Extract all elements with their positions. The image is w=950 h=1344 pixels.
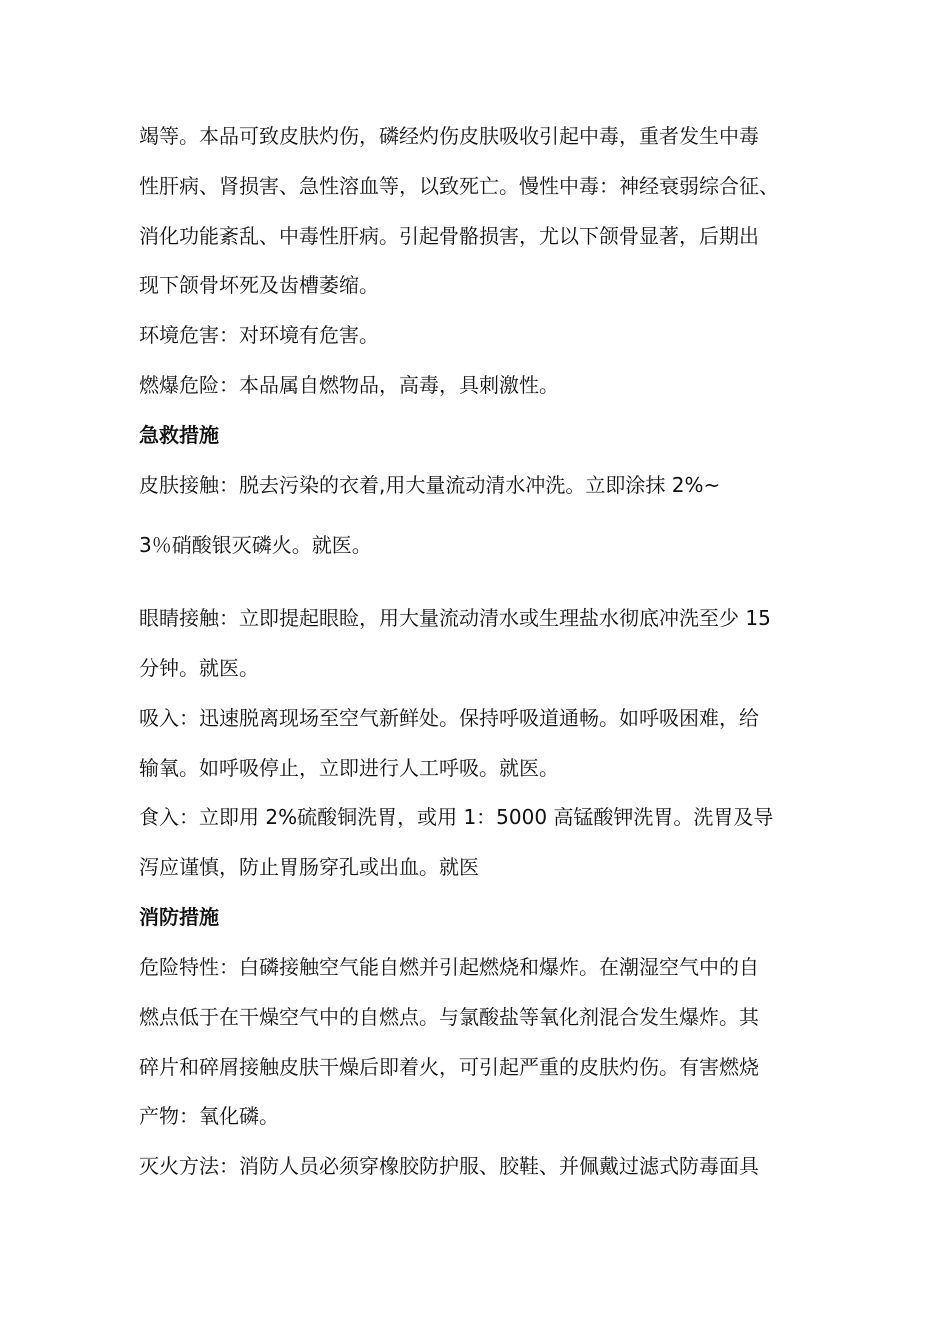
paragraph-line: 竭等。本品可致皮肤灼伤，磷经灼伤皮肤吸收引起中毒，重者发生中毒 <box>139 124 759 148</box>
hazard-characteristics-line: 碎片和碎屑接触皮肤干燥后即着火，可引起严重的皮肤灼伤。有害燃烧 <box>139 1055 759 1079</box>
environment-hazard-line: 环境危害：对环境有危害。 <box>139 323 379 347</box>
eye-contact-line: 分钟。就医。 <box>139 656 259 680</box>
ingestion-line: 食入：立即用 2%硫酸铜洗胃，或用 1：5000 高锰酸钾洗胃。洗胃及导 <box>139 805 774 829</box>
inhalation-line: 吸入：迅速脱离现场至空气新鲜处。保持呼吸道通畅。如呼吸困难，给 <box>139 706 759 730</box>
skin-contact-line: 3％硝酸银灭磷火。就医。 <box>139 533 372 557</box>
hazard-characteristics-line: 产物：氧化磷。 <box>139 1104 279 1128</box>
paragraph-line: 现下颌骨坏死及齿槽萎缩。 <box>139 273 379 297</box>
hazard-characteristics-line: 危险特性：白磷接触空气能自燃并引起燃烧和爆炸。在潮湿空气中的自 <box>139 955 759 979</box>
fire-explosion-hazard-line: 燃爆危险：本品属自燃物品，高毒，具刺激性。 <box>139 373 559 397</box>
ingestion-line: 泻应谨慎，防止胃肠穿孔或出血。就医 <box>139 855 479 879</box>
paragraph-line: 消化功能紊乱、中毒性肝病。引起骨骼损害，尤以下颌骨显著，后期出 <box>139 224 759 248</box>
eye-contact-line: 眼睛接触：立即提起眼睑，用大量流动清水或生理盐水彻底冲洗至少 15 <box>139 606 771 630</box>
paragraph-line: 性肝病、肾损害、急性溶血等，以致死亡。慢性中毒：神经衰弱综合征、 <box>139 174 779 198</box>
inhalation-line: 输氧。如呼吸停止，立即进行人工呼吸。就医。 <box>139 756 559 780</box>
skin-contact-line: 皮肤接触：脱去污染的衣着,用大量流动清水冲洗。立即涂抹 2%~ <box>139 473 721 497</box>
section-heading-first-aid: 急救措施 <box>139 423 219 447</box>
extinguishing-method-line: 灭火方法：消防人员必须穿橡胶防护服、胶鞋、并佩戴过滤式防毒面具 <box>139 1154 759 1178</box>
section-heading-fire-fighting: 消防措施 <box>139 905 219 929</box>
hazard-characteristics-line: 燃点低于在干燥空气中的自燃点。与氯酸盐等氧化剂混合发生爆炸。其 <box>139 1005 759 1029</box>
